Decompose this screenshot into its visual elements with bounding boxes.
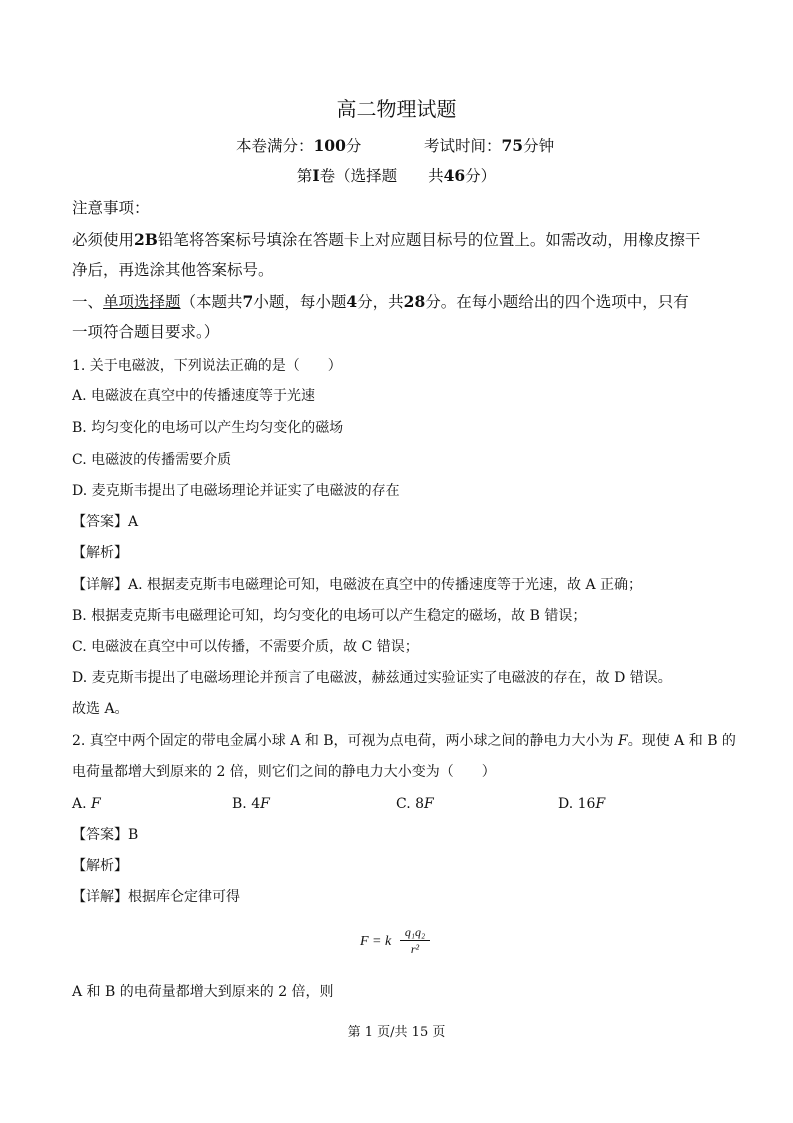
q1-answer: 【答案】A: [72, 514, 139, 530]
score-unit: 分: [345, 137, 362, 155]
q2-option-d: D. 16F: [558, 796, 606, 812]
q2-option-c: C. 8F: [396, 796, 434, 812]
q1-option-d: D. 麦克斯韦提出了电磁场理论并证实了电磁波的存在: [72, 483, 400, 499]
q1-detail-1: 【详解】A. 根据麦克斯韦电磁理论可知，电磁波在真空中的传播速度等于光速，故 A 正确；: [72, 577, 643, 593]
time-unit: 分钟: [523, 137, 555, 155]
time-value: 75: [501, 136, 524, 155]
time-label: 考试时间：: [424, 137, 502, 155]
coulomb-law-formula: [360, 924, 440, 964]
q1-option-a: A. 电磁波在真空中的传播速度等于光速: [72, 388, 316, 404]
q1-detail-3: C. 电磁波在真空中可以传播，不需要介质，故 C 错误；: [72, 639, 419, 655]
q1-stem: 1. 关于电磁波，下列说法正确的是（ ）: [72, 358, 342, 374]
q2-answer: 【答案】B: [72, 827, 139, 843]
q1-conclusion: 故选 A。: [72, 701, 129, 717]
notice-heading: 注意事项：: [72, 199, 150, 217]
q2-analysis: 【解析】: [72, 858, 128, 874]
section-heading-line-2: 一项符合题目要求。）: [72, 323, 220, 341]
formula-numerator: q₁q₂: [404, 925, 426, 939]
q2-after-formula: A 和 B 的电荷量都增大到原来的 2 倍，则: [72, 984, 334, 1000]
q2-option-b: B. 4F: [232, 796, 270, 812]
page-footer: 第 1 页/共 15 页: [347, 1025, 446, 1040]
section-heading-line-1: 一、单项选择题（本题共7小题，每小题4分，共28分。在每小题给出的四个选项中，只有: [72, 292, 689, 311]
q2-stem-line-1: 2. 真空中两个固定的带电金属小球 A 和 B，可视为点电荷，两小球之间的静电力大小为 F。现使 A 和 B 的: [72, 733, 736, 749]
notice-line-2: 净后，再选涂其他答案标号。: [72, 261, 274, 279]
q1-detail-2: B. 根据麦克斯韦电磁理论可知，均匀变化的电场可以产生稳定的磁场，故 B 错误；: [72, 608, 587, 624]
score-value: 100: [313, 136, 346, 155]
full-score-line: [236, 136, 361, 156]
page-title: 高二物理试题: [336, 97, 457, 121]
exam-time-line: [424, 136, 554, 156]
q1-analysis: 【解析】: [72, 545, 128, 561]
formula-fraction: [400, 924, 430, 957]
q2-detail: 【详解】根据库仑定律可得: [72, 889, 240, 905]
formula-lhs: F = k: [360, 934, 392, 949]
part-heading: 第I卷（选择题 共46分）: [296, 166, 497, 185]
formula-denominator: r²: [410, 942, 420, 956]
q1-option-c: C. 电磁波的传播需要介质: [72, 452, 232, 468]
notice-line-1: 必须使用2B铅笔将答案标号填涂在答题卡上对应题目标号的位置上。如需改动，用橡皮擦干: [72, 230, 701, 249]
q1-option-b: B. 均匀变化的电场可以产生均匀变化的磁场: [72, 420, 344, 436]
score-label: 本卷满分：: [236, 137, 314, 155]
q1-detail-4: D. 麦克斯韦提出了电磁场理论并预言了电磁波，赫兹通过实验证实了电磁波的存在，故 D 错误。: [72, 670, 672, 686]
q2-option-a: A. F: [72, 796, 101, 812]
q2-stem-line-2: 电荷量都增大到原来的 2 倍，则它们之间的静电力大小变为（ ）: [72, 764, 496, 780]
